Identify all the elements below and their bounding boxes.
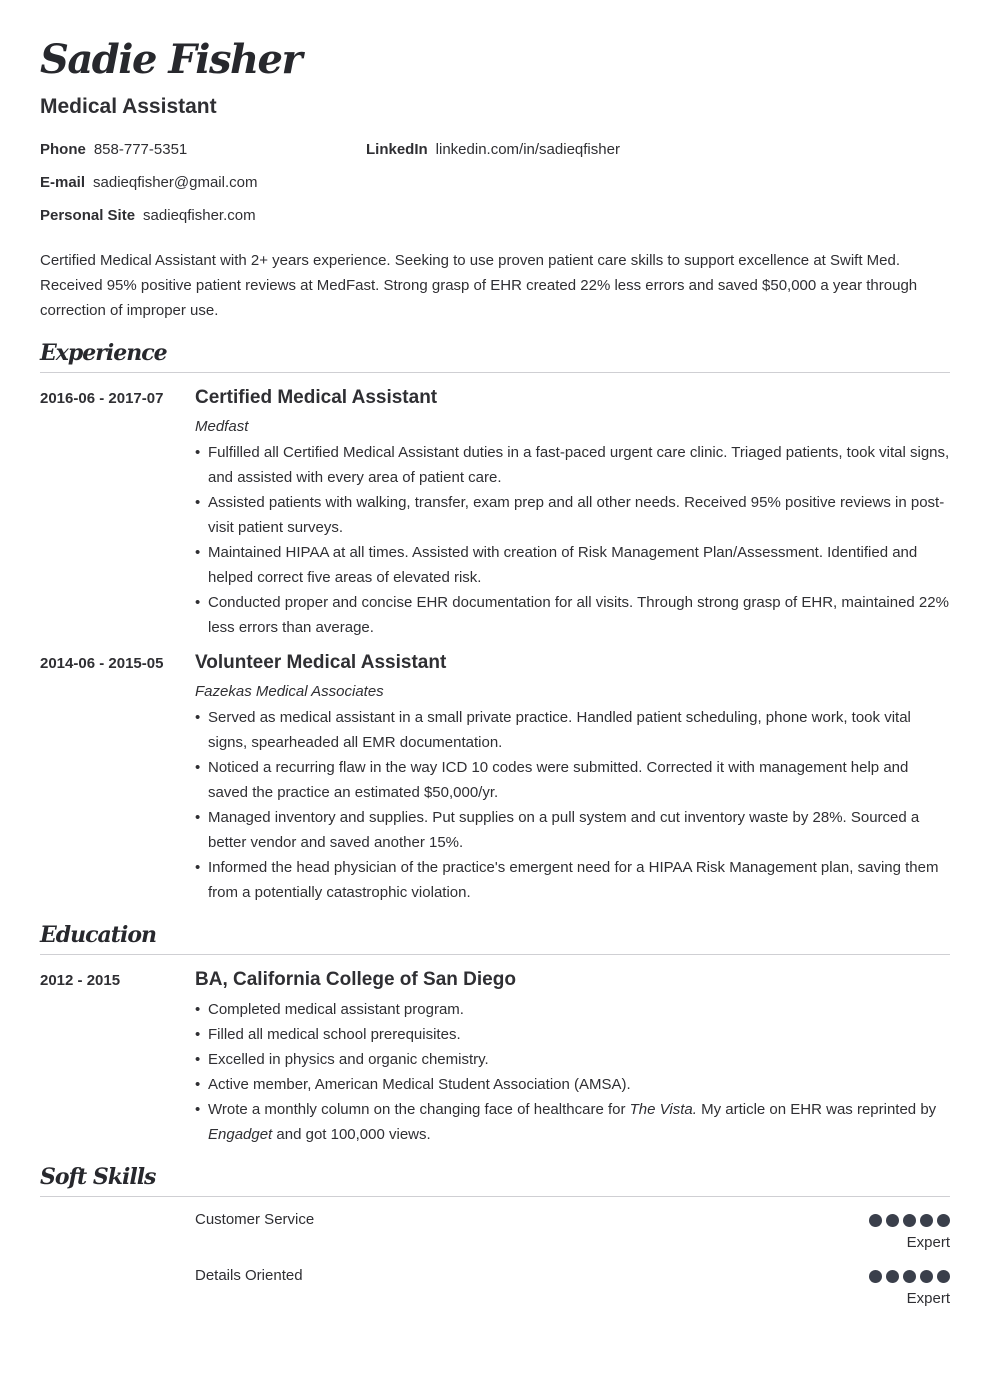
experience-heading: Experience (40, 340, 167, 366)
rating-dot (869, 1214, 882, 1227)
site-label: Personal Site (40, 207, 136, 224)
list-item (195, 1097, 950, 1147)
job-2-dates: 2014-06 - 2015-05 (40, 655, 164, 672)
list-item: • Fulfilled all Certified Medical Assistant duties in a fast-paced urgent care clinic. Triaged patients, took vital signs, and assisted with every area of patient care. (195, 440, 950, 490)
list-item: • Informed the head physician of the practice's emergent need for a HIPAA Risk Management plan, saving them from a potentially catastrophic violation. (195, 855, 950, 905)
bullet-text: and got 100,000 views. (272, 1126, 431, 1143)
job-title: Medical Assistant (40, 95, 217, 118)
bullet-text: Wrote a monthly column on the changing face of healthcare for (208, 1101, 630, 1118)
summary: Certified Medical Assistant with 2+ years experience. Seeking to use proven patient care skills to support excellence at Swift Med. Received 95% positive patient reviews at MedFast. Strong grasp of EHR created 22% less errors and saved $50,000 a year through correction of improper use. (40, 252, 918, 319)
list-item: • Maintained HIPAA at all times. Assisted with creation of Risk Management Plan/Assessment. Identified and helped correct five areas of elevated risk. (195, 540, 950, 590)
job-1-company: Medfast (195, 418, 249, 435)
rating-dot (886, 1270, 899, 1283)
soft-skills-divider (40, 1196, 950, 1197)
rating-dot (869, 1270, 882, 1283)
skill-1-name: Customer Service (195, 1211, 315, 1228)
list-item: • Served as medical assistant in a small private practice. Handled patient scheduling, phone work, took vital signs, spearheaded all EMR documentation. (195, 705, 950, 755)
job-1-title: Certified Medical Assistant (195, 387, 438, 408)
rating-dot (937, 1270, 950, 1283)
contact-phone (40, 140, 187, 160)
rating-dot (920, 1270, 933, 1283)
job-2-bullets (195, 705, 950, 905)
job-1-dates: 2016-06 - 2017-07 (40, 390, 164, 407)
education-bullets (195, 997, 950, 1147)
job-1-bullets (195, 440, 950, 640)
linkedin-label: LinkedIn (366, 141, 428, 158)
linkedin-link[interactable]: linkedin.com/in/sadieqfisher (435, 141, 620, 158)
education-heading: Education (40, 922, 156, 948)
list-item: • Noticed a recurring flaw in the way ICD 10 codes were submitted. Corrected it with management help and saved the practice an estimated $50,000/yr. (195, 755, 950, 805)
rating-dot (937, 1214, 950, 1227)
experience-divider (40, 372, 950, 373)
list-item: • Completed medical assistant program. (195, 997, 950, 1022)
contact-linkedin (366, 140, 620, 160)
rating-dot (903, 1270, 916, 1283)
contact-site (40, 206, 256, 226)
skill-2-name: Details Oriented (195, 1267, 303, 1284)
education-dates: 2012 - 2015 (40, 972, 121, 989)
email-link[interactable]: sadieqfisher@gmail.com (93, 174, 258, 191)
contact-email (40, 173, 257, 193)
rating-dot (903, 1214, 916, 1227)
rating-dot (920, 1214, 933, 1227)
education-divider (40, 954, 950, 955)
publication-name: The Vista. (629, 1101, 697, 1118)
education-degree: BA, California College of San Diego (195, 969, 516, 990)
phone-label: Phone (40, 141, 86, 158)
email-label: E-mail (40, 174, 86, 191)
candidate-name: Sadie Fisher (40, 36, 302, 83)
skill-2-rating (869, 1270, 950, 1283)
bullet-text: My article on EHR was reprinted by (696, 1101, 937, 1118)
job-2-title: Volunteer Medical Assistant (195, 652, 447, 673)
skill-2-level: Expert (906, 1290, 950, 1307)
phone-value: 858-777-5351 (93, 141, 188, 158)
job-2-company: Fazekas Medical Associates (195, 683, 384, 700)
soft-skills-heading: Soft Skills (40, 1164, 156, 1190)
list-item: • Managed inventory and supplies. Put supplies on a pull system and cut inventory waste by 28%. Sourced a better vendor and saved another 15%. (195, 805, 950, 855)
list-item: • Active member, American Medical Student Association (AMSA). (195, 1072, 950, 1097)
list-item: • Conducted proper and concise EHR documentation for all visits. Through strong grasp of EHR, maintained 22% less errors than average. (195, 590, 950, 640)
list-item: • Assisted patients with walking, transfer, exam prep and all other needs. Received 95% positive reviews in post-visit patient surveys. (195, 490, 950, 540)
outlet-name: Engadget (208, 1126, 273, 1143)
skill-1-rating (869, 1214, 950, 1227)
list-item: • Filled all medical school prerequisites. (195, 1022, 950, 1047)
skill-1-level: Expert (906, 1234, 950, 1251)
site-link[interactable]: sadieqfisher.com (143, 207, 256, 224)
list-item: • Excelled in physics and organic chemistry. (195, 1047, 950, 1072)
rating-dot (886, 1214, 899, 1227)
